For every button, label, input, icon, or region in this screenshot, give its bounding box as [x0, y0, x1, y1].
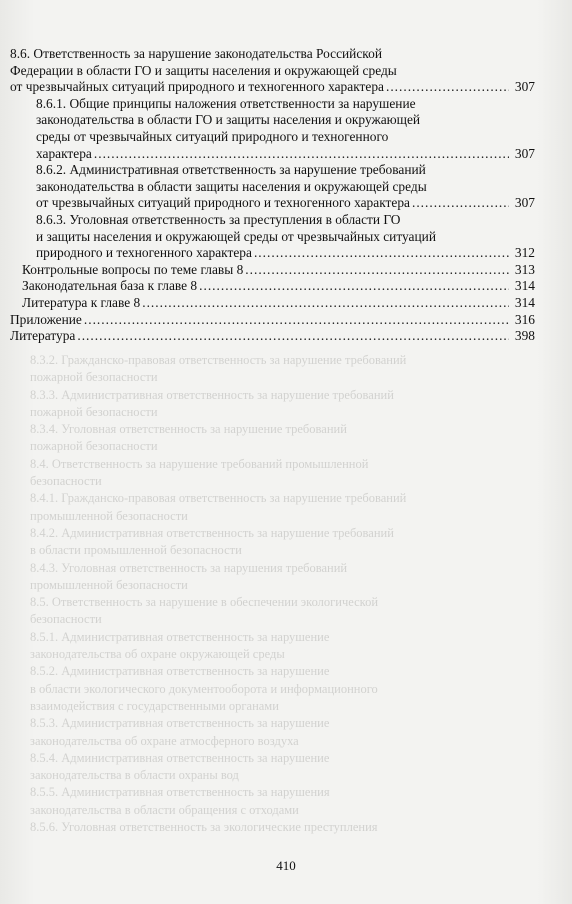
- toc-entry-title: Литература к главе 8: [22, 294, 141, 310]
- toc-page-number: 398: [514, 328, 535, 344]
- leader-dots: [245, 262, 509, 279]
- toc-entry-line: и защиты населения и окружающей среды от чрезвычайных ситуаций: [36, 228, 436, 244]
- toc-entry-line: 8.6.3. Уголовная ответственность за преступления в области ГО: [36, 211, 401, 227]
- toc-page-number: 307: [514, 79, 535, 95]
- toc-entry-literature: [10, 328, 535, 345]
- show-through-text: 8.3.2. Гражданско-правовая ответственность за нарушение требований пожарной безопасности 8.3.3. Административная ответственность за нарушение требований пожарной безопасности 8.3.4. Уголовная ответственность за нарушение требований пожарной безопасности 8.4. Ответственность за нарушение требований промышленной безопасности 8.4.1. Гражданско-правовая ответственность за нарушение требований промышленной безопасности 8.4.2. Административная ответственность за нарушение требований в области промышленной безопасности 8.4.3. Уголовная ответственность за нарушения требований промышленной безопасности 8.5. Ответственность за нарушение в обеспечении экологической безопасности 8.5.1. Административная ответственность за нарушение законодательства об охране окружающей среды 8.5.2. Административная ответственность за нарушение в области экологического документооборота и информационного взаимодействия с государственными органами 8.5.3. Административная ответственность за нарушение законодательства об охране атмосферного воздуха 8.5.4. Административная ответственность за нарушение законодательства в области охраны вод 8.5.5. Административная ответственность за нарушения законодательства в области обращения с отходами 8.5.6. Уголовная ответственность за экологические преступления: [30, 353, 407, 835]
- toc-entry-8-6-1: [10, 96, 535, 162]
- toc-entry-title-end: от чрезвычайных ситуаций природного и техногенного характера: [36, 195, 410, 211]
- toc-page-number: 314: [514, 294, 535, 310]
- leader-dots: [77, 328, 509, 345]
- toc-entry-line: 8.6.2. Административная ответственность за нарушение требований: [36, 162, 426, 178]
- toc-entry-title: Литература: [10, 328, 76, 344]
- toc-page-number: 307: [514, 145, 535, 161]
- leader-dots: [94, 146, 509, 163]
- toc-entry-title: Законодательная база к главе 8: [22, 278, 198, 294]
- toc-entry-line: 8.6. Ответственность за нарушение законодательства Российской: [10, 46, 382, 61]
- toc-entry-line: законодательства в области защиты населения и окружающей среды: [36, 178, 427, 194]
- toc-page-number: 307: [514, 195, 535, 211]
- leader-dots: [84, 312, 509, 329]
- leader-dots: [254, 245, 509, 262]
- toc-entry-8-6: [10, 46, 535, 96]
- toc-entry-line: 8.6.1. Общие принципы наложения ответственности за нарушение: [36, 95, 416, 111]
- toc-entry-line: Федерации в области ГО и защиты населения и окружающей среды: [10, 62, 397, 78]
- toc-entry-8-6-3: [10, 212, 535, 262]
- toc-entry-line: среды от чрезвычайных ситуаций природного и техногенного: [36, 128, 389, 144]
- table-of-contents: [10, 46, 535, 345]
- toc-entry-appendix: [10, 312, 535, 329]
- toc-entry-8-6-2: [10, 162, 535, 212]
- toc-entry-review-questions: [10, 262, 535, 279]
- toc-entry-title: Приложение: [10, 311, 82, 327]
- toc-entry-chapter-literature: [10, 295, 535, 312]
- toc-page-number: 314: [514, 278, 535, 294]
- leader-dots: [412, 195, 509, 212]
- toc-entry-title-end: от чрезвычайных ситуаций природного и техногенного характера: [10, 79, 384, 95]
- toc-entry-title: Контрольные вопросы по теме главы 8: [22, 261, 244, 277]
- toc-page-number: 312: [514, 245, 535, 261]
- page-number: 410: [276, 858, 296, 873]
- toc-entry-title-end: природного и техногенного характера: [36, 245, 252, 261]
- toc-entry-legislation: [10, 278, 535, 295]
- leader-dots: [386, 79, 509, 96]
- toc-page-number: 313: [514, 261, 535, 277]
- toc-entry-title-end: характера: [36, 145, 92, 161]
- leader-dots: [142, 295, 509, 312]
- toc-entry-line: законодательства в области ГО и защиты населения и окружающей: [36, 112, 421, 128]
- toc-page-number: 316: [514, 311, 535, 327]
- leader-dots: [199, 278, 509, 295]
